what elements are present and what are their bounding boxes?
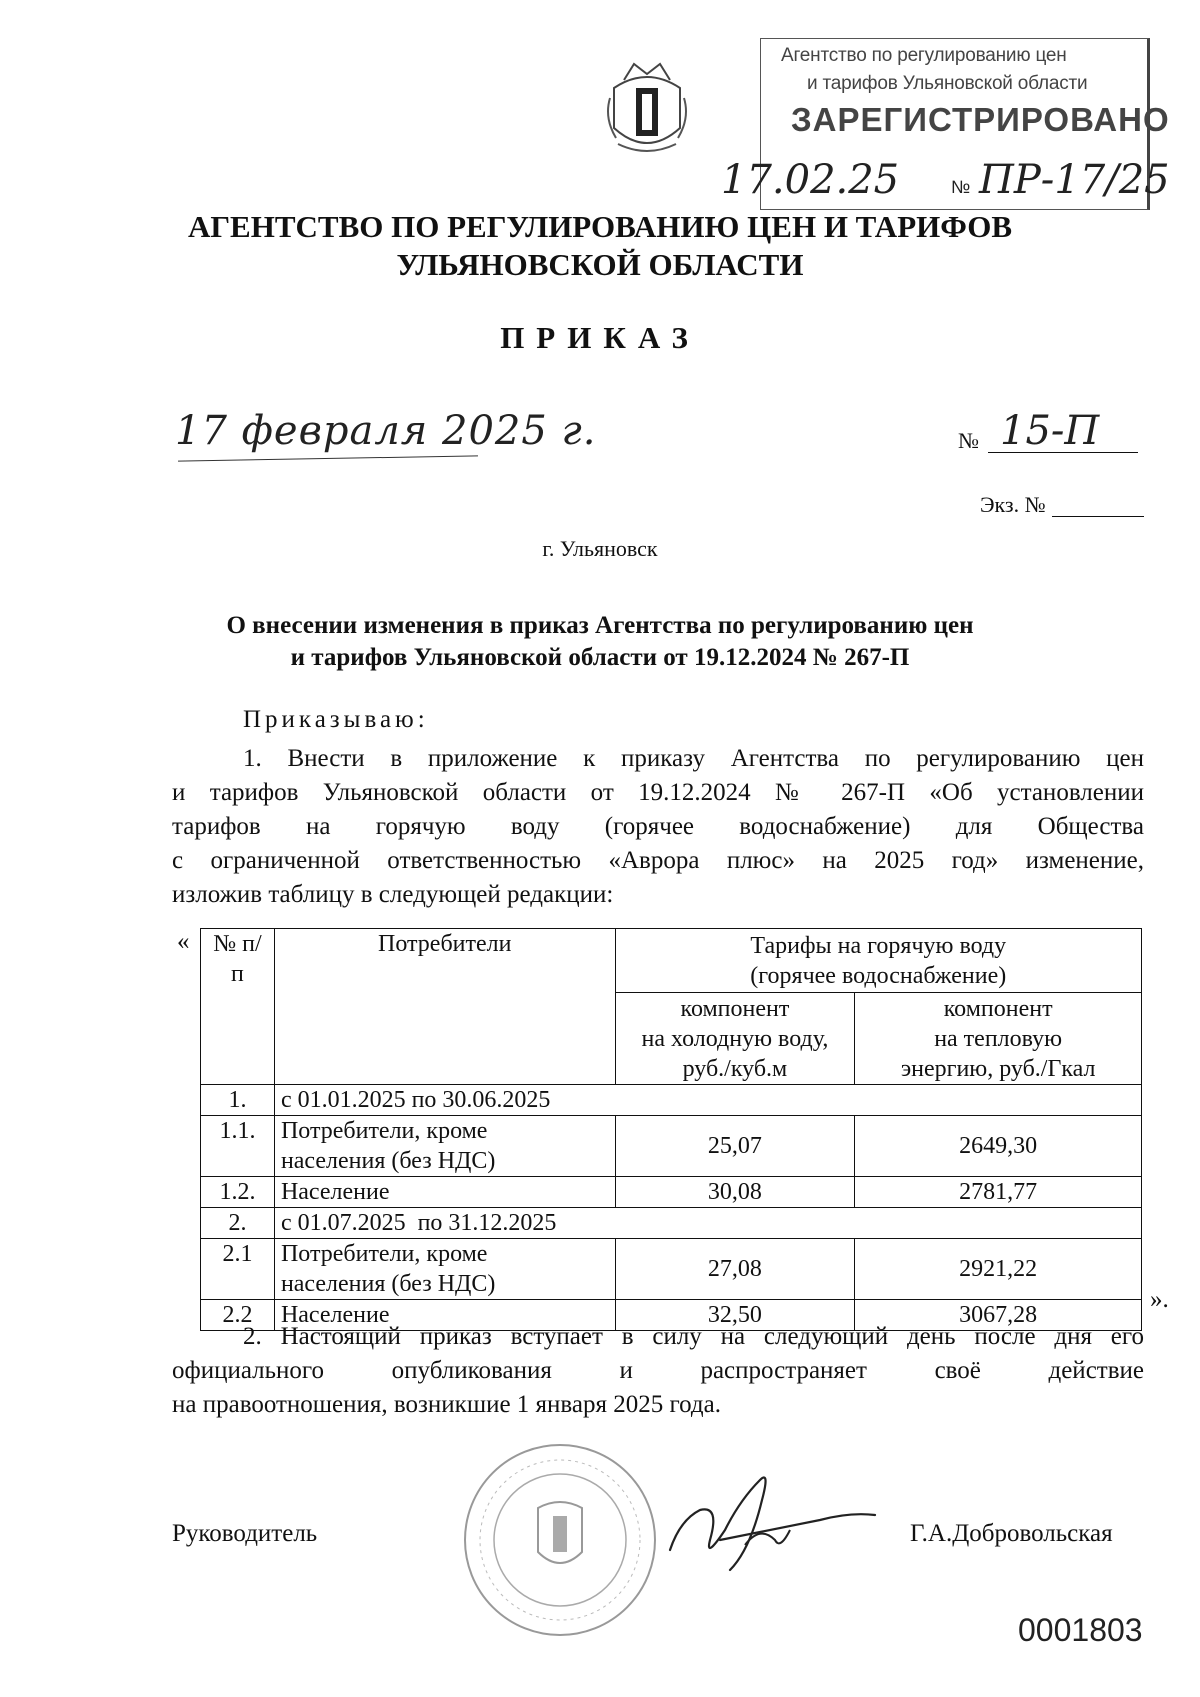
copy-number-blank [1052, 516, 1144, 517]
item2-line: на правоотношения, возникшие 1 января 2025 года. [172, 1391, 721, 1418]
row-heat-tariff: 3067,28 [855, 1300, 1142, 1331]
table-quote-close: ». [1150, 1286, 1169, 1313]
row-heat-tariff: 2649,30 [855, 1116, 1142, 1177]
order-subject-line2: и тарифов Ульяновской области от 19.12.2024 № 267-П [290, 644, 910, 671]
table-row [201, 1085, 1142, 1116]
stamp-number-label: № [951, 177, 971, 197]
item1-line: с ограниченной ответственностью «Аврора плюс» на 2025 год» изменение, [172, 847, 1144, 874]
header-heat-line3: энергию, руб./Гкал [900, 1055, 1096, 1082]
header-cold-water [615, 993, 855, 1085]
stamp-registration-number: ПР-17/25 [979, 157, 1170, 203]
copy-number-label: Экз. № [980, 492, 1046, 517]
coat-of-arms-emblem [604, 58, 690, 160]
tariffs-table [200, 928, 1142, 1331]
item2-line: официального опубликования и распространяет своё действие [172, 1357, 1144, 1384]
header-consumers: Потребители [274, 929, 615, 1085]
order-date: 17 февраля 2025 г. [175, 408, 597, 454]
row-heat-tariff: 2921,22 [855, 1239, 1142, 1300]
stamp-status: ЗАРЕГИСТРИРОВАНО [791, 101, 1170, 138]
header-cold-line1: компонент [680, 995, 790, 1022]
header-heat-energy [855, 993, 1142, 1085]
document-serial-number: 0001803 [1018, 1612, 1143, 1648]
row-number: 1.2. [201, 1177, 275, 1208]
table-row [201, 1177, 1142, 1208]
item2-line: 2. Настоящий приказ вступает в силу на следующий день после дня его [243, 1323, 1144, 1350]
row-cold-tariff: 32,50 [615, 1300, 855, 1331]
order-word: Приказываю: [243, 706, 429, 733]
registration-stamp [721, 38, 1170, 210]
row-heat-tariff: 2781,77 [855, 1177, 1142, 1208]
stamp-agency-line2: и тарифов Ульяновской области [807, 73, 1088, 94]
header-tariffs [615, 929, 1141, 993]
row-consumer: Население [274, 1300, 615, 1331]
row-consumer-line2: населения (без НДС) [280, 1271, 496, 1297]
row-cold-tariff: 30,08 [615, 1177, 855, 1208]
agency-name-line2: УЛЬЯНОВСКОЙ ОБЛАСТИ [396, 247, 804, 282]
table-row [201, 1239, 1142, 1300]
item1-line: и тарифов Ульяновской области от 19.12.2024 № 267-П «Об установлении [172, 779, 1144, 806]
signatory-name: Г.А.Добровольская [910, 1520, 1113, 1547]
row-consumer [274, 1239, 615, 1300]
period-number: 1. [201, 1085, 275, 1116]
row-number: 2.1 [201, 1239, 275, 1300]
signatory-role: Руководитель [172, 1520, 318, 1547]
row-consumer-line1: Потребители, кроме [280, 1118, 488, 1144]
handwritten-signature [650, 1460, 880, 1580]
document-type-title: ПРИКАЗ [500, 320, 700, 355]
order-number-label: № [958, 428, 979, 453]
order-number-underline [988, 452, 1138, 453]
header-heat-line2: на тепловую [934, 1025, 1063, 1052]
row-number: 2.2 [201, 1300, 275, 1331]
row-cold-tariff: 27,08 [615, 1239, 855, 1300]
header-number: № п/п [201, 929, 275, 1085]
item1-line: 1. Внести в приложение к приказу Агентства по регулированию цен [243, 745, 1144, 772]
header-cold-line2: на холодную воду, [641, 1025, 829, 1052]
item1-line: тарифов на горячую воду (горячее водоснабжение) для Общества [172, 813, 1144, 840]
official-seal [460, 1440, 660, 1640]
header-tariffs-line2: (горячее водоснабжение) [750, 962, 1007, 989]
order-subject-line1: О внесении изменения в приказ Агентства по регулированию цен [226, 612, 974, 639]
stamp-agency-line1: Агентство по регулированию цен [781, 45, 1067, 66]
date-underline [178, 455, 478, 461]
stamp-registration-date: 17.02.25 [721, 157, 900, 203]
header-heat-line1: компонент [943, 995, 1053, 1022]
row-consumer-line1: Потребители, кроме [280, 1241, 488, 1267]
agency-name-line1: АГЕНТСТВО ПО РЕГУЛИРОВАНИЮ ЦЕН И ТАРИФОВ [187, 209, 1013, 244]
period-label: с 01.01.2025 по 30.06.2025 [274, 1085, 1141, 1116]
table-row [201, 1208, 1142, 1239]
item1-line: изложив таблицу в следующей редакции: [172, 881, 614, 908]
row-consumer-line2: населения (без НДС) [280, 1148, 496, 1174]
table-quote-open: « [177, 928, 190, 955]
header-cold-line3: руб./куб.м [682, 1055, 788, 1082]
period-label: с 01.07.2025 по 31.12.2025 [274, 1208, 1141, 1239]
row-cold-tariff: 25,07 [615, 1116, 855, 1177]
order-number: 15-П [1000, 408, 1100, 454]
row-consumer [274, 1116, 615, 1177]
row-number: 1.1. [201, 1116, 275, 1177]
city: г. Ульяновск [542, 536, 658, 561]
period-number: 2. [201, 1208, 275, 1239]
row-consumer: Население [274, 1177, 615, 1208]
header-tariffs-line1: Тарифы на горячую воду [750, 932, 1007, 959]
table-row [201, 1116, 1142, 1177]
